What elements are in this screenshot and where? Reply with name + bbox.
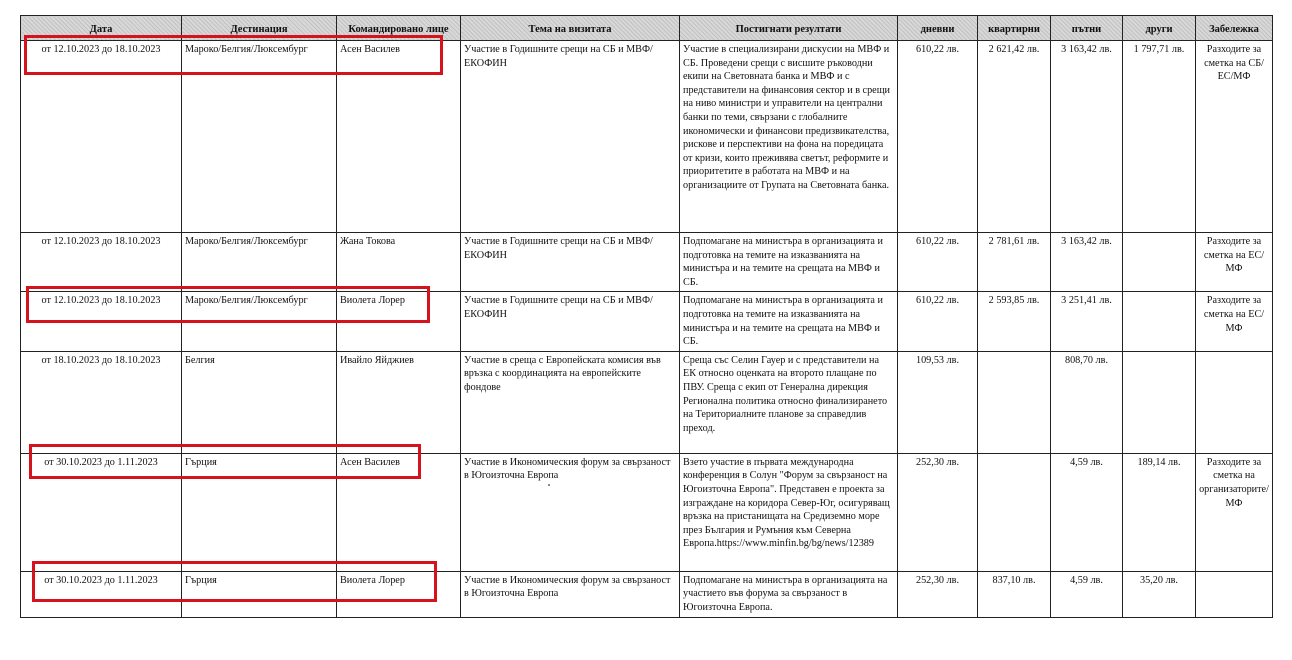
header-note: Забележка	[1196, 16, 1273, 41]
table-header-row	[21, 16, 1273, 41]
header-date: Дата	[21, 16, 182, 41]
cell-daily: 610,22 лв.	[898, 233, 978, 292]
table-row	[21, 453, 1273, 571]
cell-lodging: 2 781,61 лв.	[978, 233, 1051, 292]
cell-results: Подпомагане на министъра в организацията и подготовка на темите на изказванията на министъра и на темите на срещата на МВФ и СБ.	[680, 292, 898, 351]
cell-travel: 808,70 лв.	[1051, 351, 1123, 453]
header-other: други	[1123, 16, 1196, 41]
cell-results: Взето участие в първата международна конференция в Солун "Форум за свързаност на Югоизточна Европа". Представен е проекта за изграждане на коридора Север-Юг, осигуряващ връзка на пристанищата на Средиземно море през България и Румъния към Северна Европа.https://www.minfin.bg/bg/news/12389	[680, 453, 898, 571]
cell-person: Ивайло Яйджиев	[337, 351, 461, 453]
cell-date: от 12.10.2023 до 18.10.2023	[21, 292, 182, 351]
cell-daily: 252,30 лв.	[898, 453, 978, 571]
table-row	[21, 351, 1273, 453]
cell-travel: 4,59 лв.	[1051, 571, 1123, 617]
business-trips-table	[20, 15, 1273, 618]
cell-date: от 30.10.2023 до 1.11.2023	[21, 453, 182, 571]
cell-other	[1123, 233, 1196, 292]
cell-other	[1123, 292, 1196, 351]
cell-note: Разходите за сметка на СБ/ЕС/МФ	[1196, 41, 1273, 233]
header-travel: пътни	[1051, 16, 1123, 41]
scan-speck	[548, 484, 550, 486]
cell-topic: Участие в Годишните срещи на СБ и МВФ/ЕКОФИН	[461, 292, 680, 351]
cell-other: 35,20 лв.	[1123, 571, 1196, 617]
header-results: Постигнати резултати	[680, 16, 898, 41]
document-sheet	[20, 15, 1273, 618]
cell-note: Разходите за сметка на ЕС/МФ	[1196, 233, 1273, 292]
cell-results: Подпомагане на министъра в организацията и подготовка на темите на изказванията на министъра и на темите на срещата на МВФ и СБ.	[680, 233, 898, 292]
cell-date: от 18.10.2023 до 18.10.2023	[21, 351, 182, 453]
cell-note: Разходите за сметка на организаторите/МФ	[1196, 453, 1273, 571]
cell-date: от 12.10.2023 до 18.10.2023	[21, 233, 182, 292]
cell-topic: Участие в Икономическия форум за свързаност в Югоизточна Европа	[461, 453, 680, 571]
cell-other: 189,14 лв.	[1123, 453, 1196, 571]
cell-other	[1123, 351, 1196, 453]
cell-lodging: 2 621,42 лв.	[978, 41, 1051, 233]
cell-lodging: 837,10 лв.	[978, 571, 1051, 617]
cell-daily: 252,30 лв.	[898, 571, 978, 617]
table-row	[21, 292, 1273, 351]
cell-lodging: 2 593,85 лв.	[978, 292, 1051, 351]
cell-destination: Гърция	[182, 453, 337, 571]
table-row	[21, 571, 1273, 617]
cell-topic: Участие в Годишните срещи на СБ и МВФ/ЕКОФИН	[461, 41, 680, 233]
header-lodging: квартирни	[978, 16, 1051, 41]
header-person: Командировано лице	[337, 16, 461, 41]
cell-destination: Белгия	[182, 351, 337, 453]
table-row	[21, 233, 1273, 292]
cell-topic: Участие в среща с Европейската комисия във връзка с координацията на европейските фондове	[461, 351, 680, 453]
cell-results: Подпомагане на министъра в организацията на участието във форума за свързаност в Югоизточна Европа.	[680, 571, 898, 617]
cell-travel: 3 251,41 лв.	[1051, 292, 1123, 351]
cell-destination: Мароко/Белгия/Люксембург	[182, 233, 337, 292]
cell-person: Асен Василев	[337, 453, 461, 571]
cell-travel: 3 163,42 лв.	[1051, 41, 1123, 233]
cell-daily: 109,53 лв.	[898, 351, 978, 453]
header-topic: Тема на визитата	[461, 16, 680, 41]
cell-daily: 610,22 лв.	[898, 41, 978, 233]
cell-lodging	[978, 453, 1051, 571]
cell-destination: Гърция	[182, 571, 337, 617]
cell-person: Асен Василев	[337, 41, 461, 233]
cell-travel: 3 163,42 лв.	[1051, 233, 1123, 292]
header-destination: Дестинация	[182, 16, 337, 41]
cell-results: Участие в специализирани дискусии на МВФ и СБ. Проведени срещи с висшите ръководни екипи на Световната банка и МВФ и с представители на финансовия сектор и в срещи на ниво министри и управители на централни банки по теми, свързани с глобалните икономически и финансови предизвикателства, рискове и перспективи на фона на поредицата от кризи, които преживява светът, реформите и приоритетите в работата на МВФ и на организациите от Групата на Световната банка.	[680, 41, 898, 233]
cell-date: от 12.10.2023 до 18.10.2023	[21, 41, 182, 233]
cell-person: Виолета Лорер	[337, 292, 461, 351]
cell-other: 1 797,71 лв.	[1123, 41, 1196, 233]
cell-destination: Мароко/Белгия/Люксембург	[182, 292, 337, 351]
cell-destination: Мароко/Белгия/Люксембург	[182, 41, 337, 233]
cell-note: Разходите за сметка на ЕС/МФ	[1196, 292, 1273, 351]
cell-topic: Участие в Икономическия форум за свързаност в Югоизточна Европа	[461, 571, 680, 617]
cell-person: Жана Токова	[337, 233, 461, 292]
cell-daily: 610,22 лв.	[898, 292, 978, 351]
cell-note	[1196, 571, 1273, 617]
cell-travel: 4,59 лв.	[1051, 453, 1123, 571]
cell-lodging	[978, 351, 1051, 453]
cell-person: Виолета Лорер	[337, 571, 461, 617]
cell-note	[1196, 351, 1273, 453]
cell-results: Среща със Селин Гауер и с представители на ЕК относно оценката на второто плащане по ПВУ. Среща с екип от Генерална дирекция Регионална политика относно финализирането на Териториалните планове за справедлив преход.	[680, 351, 898, 453]
table-row	[21, 41, 1273, 233]
cell-topic: Участие в Годишните срещи на СБ и МВФ/ЕКОФИН	[461, 233, 680, 292]
cell-date: от 30.10.2023 до 1.11.2023	[21, 571, 182, 617]
header-daily: дневни	[898, 16, 978, 41]
